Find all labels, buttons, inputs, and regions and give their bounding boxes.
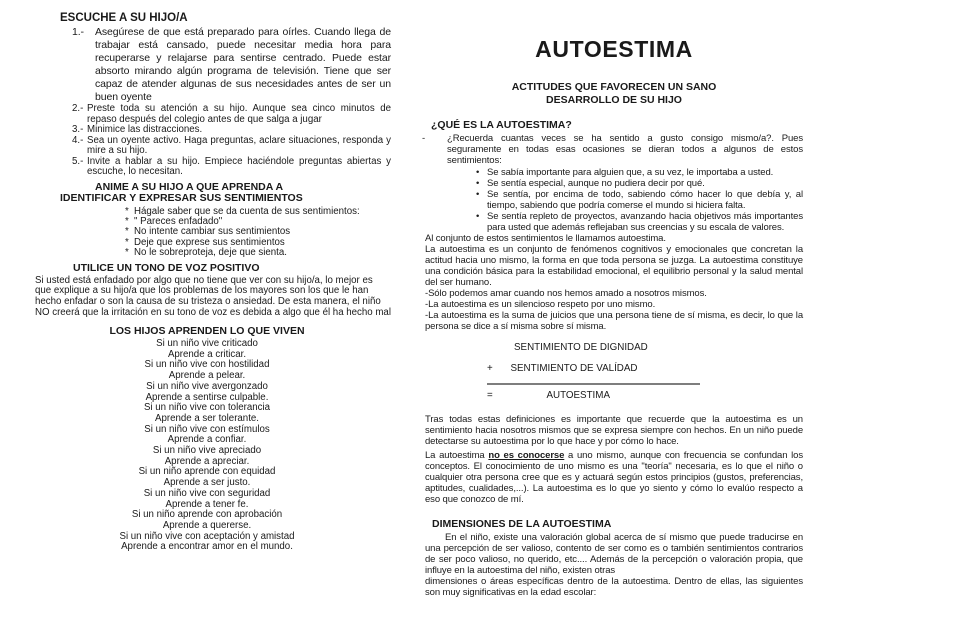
- heading-dimensiones: DIMENSIONES DE LA AUTOESTIMA: [432, 518, 612, 530]
- heading-escuche-a-su-hijo: ESCUCHE A SU HIJO/A: [60, 12, 188, 24]
- poem-line: Si un niño vive criticado: [156, 338, 258, 350]
- formula-addend-validad-row: [487, 363, 700, 385]
- item-number: 5.-: [72, 155, 84, 167]
- bullet-list-feelings: [476, 167, 803, 233]
- asterisk-marker: *: [125, 215, 129, 227]
- poem-line: Aprende a apreciar.: [164, 455, 250, 467]
- list-item: [72, 26, 391, 104]
- heading-anime-line2: IDENTIFICAR Y EXPRESAR SUS SENTIMIENTOS: [60, 192, 303, 204]
- asterisk-marker: *: [125, 247, 129, 259]
- paragraph-tras-definiciones: Tras todas estas definiciones es importante que recuerde que la autoestima es un sentimiento hacia nosotros mismos que se expresa siempre con hechos. En un niño puede detectarse su autoestima por lo que hace y por cómo lo hace.: [425, 414, 803, 447]
- poem-line: Si un niño vive con tolerancia: [143, 402, 270, 414]
- heading-utilice-tono: UTILICE UN TONO DE VOZ POSITIVO: [73, 261, 260, 274]
- formula-addend-validad: SENTIMIENTO DE VALÍDAD: [510, 363, 638, 374]
- subtitle: [425, 81, 803, 107]
- item-text: Se sentía repleto de proyectos, avanzando hacia objetivos más importantes para usted que además reflejaban sus creencias y su escala de valores.: [487, 211, 803, 233]
- list-item: [72, 104, 391, 125]
- poem-line: Aprende a quererse.: [162, 520, 252, 531]
- bullet-marker: •: [476, 211, 480, 222]
- item-text: Deje que exprese sus sentimientos: [134, 236, 285, 248]
- poem-line: Si un niño vive con hostilidad: [144, 359, 270, 371]
- list-item: [476, 167, 803, 178]
- paragraph-text-before: La autoestima: [425, 450, 489, 461]
- paragraph-suma-de-juicios: -La autoestima es la suma de juicios que una persona tiene de sí misma, es decir, lo que la persona se dice a sí misma sobre sí misma.: [425, 310, 803, 332]
- heading-anime-line1: ANIME A SU HIJO A QUE APRENDA A: [95, 180, 284, 193]
- emphasized-text: no es conocerse: [488, 450, 565, 461]
- poem-line: Aprende a ser tolerante.: [155, 412, 259, 424]
- formula-result: AUTOESTIMA: [546, 390, 610, 401]
- paragraph-silencioso-respeto: -La autoestima es un silencioso respeto por uno mismo.: [425, 299, 656, 310]
- poem-los-hijos-aprenden: [35, 326, 379, 553]
- poem-line: Si un niño vive con estímulos: [144, 423, 270, 435]
- subtitle-line2: DESARROLLO DE SU HIJO: [546, 94, 682, 106]
- asterisk-marker: *: [125, 205, 129, 217]
- bullet-marker: •: [476, 189, 480, 200]
- paragraph-recuerda: [422, 133, 803, 166]
- list-item: [476, 189, 803, 211]
- paragraph-solo-podemos: -Sólo podemos amar cuando nos hemos amado a nosotros mismos.: [425, 288, 707, 299]
- list-item: [476, 178, 803, 189]
- item-number: 3.-: [72, 124, 84, 135]
- paragraph-definition: La autoestima es un conjunto de fenómenos cognitivos y emocionales que concretan la actitud hacia uno mismo, la forma en que toda persona se juzga. La autoestima constituye una condición básica para la estabilidad emocional, el equilibrio personal y la salud mental del ser humano.: [425, 244, 803, 288]
- item-text: Se sentía especial, aunque no pudiera decir por qué.: [487, 178, 705, 189]
- formula-result-row: [487, 390, 803, 401]
- item-text: Se sentía, por encima de todo, sabiendo cómo hacer lo que debía y, al tiempo, sabiendo que podría comerse el mundo si hiciera falta.: [487, 189, 803, 211]
- dash-marker: -: [422, 133, 426, 144]
- poem-line: Aprende a ser justo.: [163, 477, 251, 489]
- paragraph-no-es-conocerse: [425, 450, 803, 505]
- item-text: Sea un oyente activo. Haga preguntas, aclare situaciones, responda y mire a su hijo.: [87, 134, 391, 156]
- item-text: No intente cambiar sus sentimientos: [134, 226, 291, 238]
- paragraph-dimensiones-2: dimensiones o áreas específicas dentro de la autoestima. Dentro de ellas, las siguientes son muy significativas en la edad escolar:: [425, 576, 803, 598]
- list-item: [72, 136, 391, 157]
- page-left: [35, 12, 391, 553]
- paragraph-text: ¿Recuerda cuantas veces se ha sentido a gusto consigo mismo/a?. Pues seguramente en todas esas ocasiones se dieran todos a algunos de estos sentimientos:: [447, 133, 803, 166]
- star-list-feelings: [125, 207, 391, 259]
- item-text: Invite a hablar a su hijo. Empiece haciéndole preguntas abiertas y escuche, lo necesitan.: [87, 155, 391, 177]
- formula-addend-dignidad: SENTIMIENTO DE DIGNIDAD: [514, 342, 648, 353]
- asterisk-marker: *: [125, 226, 129, 238]
- item-text: Preste toda su atención a su hijo. Aunque sea cinco minutos de repaso después del colegio antes de que salga a jugar: [87, 103, 391, 125]
- poem-line: Si un niño aprende con aprobación: [131, 509, 283, 521]
- item-text: Hágale saber que se da cuenta de sus sentimientos:: [134, 205, 360, 217]
- item-number: 2.-: [72, 103, 84, 114]
- poem-line: Aprende a confiar.: [167, 434, 247, 446]
- poem-title: LOS HIJOS APRENDEN LO QUE VIVEN: [109, 325, 305, 338]
- item-text: Se sabía importante para alguien que, a su vez, le importaba a usted.: [487, 167, 774, 178]
- poem-line: Si un niño aprende con equidad: [138, 466, 276, 478]
- list-item: [125, 248, 391, 258]
- paragraph-dimensiones-1: En el niño, existe una valoración global acerca de sí mismo que puede traducirse en una percepción de ser valioso, contento de ser como es o también sentimientos contrarios de ser poco valioso, no querido, etc.... Además de la percepción o valoración propia, que influye en la autoestima del niño, existen otras: [425, 532, 803, 576]
- item-text: No le sobreproteja, deje que sienta.: [134, 247, 287, 259]
- poem-line: Si un niño vive con aceptación y amistad: [119, 530, 295, 542]
- poem-line: Si un niño vive avergonzado: [146, 380, 268, 392]
- poem-line: Aprende a sentirse culpable.: [145, 391, 269, 403]
- poem-line: Aprende a tener fe.: [165, 498, 249, 510]
- autoestima-formula: [487, 342, 803, 401]
- poem-line: Aprende a criticar.: [167, 348, 247, 360]
- bullet-marker: •: [476, 178, 480, 189]
- poem-line: Si un niño vive apreciado: [152, 445, 262, 457]
- heading-que-es-la-autoestima: ¿QUÉ ES LA AUTOESTIMA?: [431, 119, 572, 131]
- poem-line: Aprende a pelear.: [168, 370, 246, 382]
- page-title-autoestima: AUTOESTIMA: [535, 36, 693, 62]
- plus-sign: +: [487, 363, 493, 374]
- item-text: " Pareces enfadado": [134, 215, 223, 227]
- item-text: Asegúrese de que está preparado para oírles. Cuando llega de trabajar está cansado, puede necesitar media hora para recuperarse y relajarse para sentirse centrado. Puede estar absorto mirando algún programa de televisión. Tiene que ser capaz de atender algunas de sus necesidades antes de ser un buen oyente: [95, 26, 391, 103]
- list-item: [72, 157, 391, 178]
- paragraph-text-after: a uno mismo, aunque con frecuencia se confundan los conceptos. El conocimiento de uno mismo es una "teoría" necesaria, es lo que el niño o cualquier otra persona cree que es y actuará según estos principios (gustos, preferencias, aptitudes, cualidades,...). La autoestima es lo que yo siento y cómo lo evalúo respecto a eso que conozco de mí.: [425, 450, 803, 505]
- poem-line: Aprende a encontrar amor en el mundo.: [121, 541, 293, 553]
- poem-line: Si un niño vive con seguridad: [143, 487, 271, 499]
- item-number: 4.-: [72, 134, 84, 146]
- page-right: [422, 36, 803, 598]
- item-text: Minimice las distracciones.: [87, 124, 203, 135]
- list-item: [476, 211, 803, 233]
- equals-sign: =: [487, 390, 493, 401]
- numbered-list-listen: [72, 26, 391, 178]
- subtitle-line1: ACTITUDES QUE FAVORECEN UN SANO: [511, 81, 717, 93]
- bullet-marker: •: [476, 167, 480, 178]
- item-number: 1.-: [72, 26, 84, 38]
- paragraph-tone-body: Si usted está enfadado por algo que no tiene que ver con su hijo/a, lo mejor es que explique a su hijo/a que los problemas de los mayores son los que le han hecho enfadar o son la causa de su tristeza o ansiedad. De esta manera, el niño NO creerá que la irritación en su tono de voz es debida a algo que él ha hecho mal: [35, 274, 391, 318]
- paragraph-al-conjunto: Al conjunto de estos sentimientos le llamamos autoestima.: [425, 233, 666, 244]
- asterisk-marker: *: [125, 236, 129, 248]
